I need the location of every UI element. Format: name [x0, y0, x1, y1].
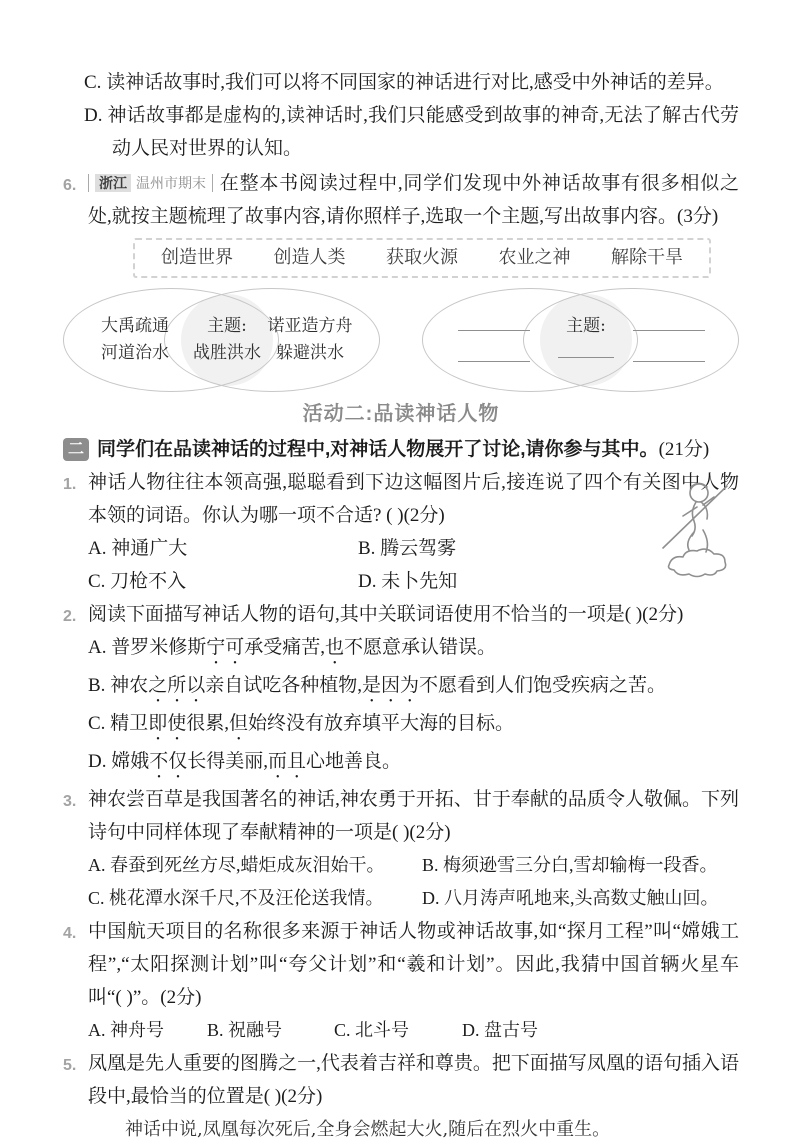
source-tag: 温州市期末: [136, 175, 206, 191]
venn-blank-right-lines: [611, 313, 727, 375]
q4-option-d: D. 盘古号: [462, 1020, 538, 1040]
option-c-label: C.: [84, 72, 102, 93]
question-6-number: 6.: [63, 177, 77, 194]
question-2-number: 2.: [63, 608, 77, 625]
venn-example-left-text: 大禹疏通 河道治水: [101, 316, 169, 363]
theme-word: 农业之神: [498, 247, 571, 268]
activity-2-heading: 活动二:品读神话人物: [302, 403, 500, 425]
question-4-options: [88, 1014, 739, 1047]
q2-option-d: D. 嫦娥不仅长得美丽,而且心地善良。: [88, 751, 402, 772]
question-1-options: [88, 532, 739, 598]
question-2-stem: 阅读下面描写神话人物的语句,其中关联词语使用不恰当的一项是( )(2分): [88, 604, 684, 625]
q3-option-a: A. 春蚕到死丝方尽,蜡炬成灰泪始干。: [88, 855, 385, 875]
section-2-score: (21分): [658, 439, 710, 460]
venn-example-theme: 主题: 战胜洪水: [193, 316, 261, 363]
option-d-text: 神话故事都是虚构的,读神话时,我们只能感受到故事的神奇,无法了解古代劳动人民对世界的认知。: [107, 105, 739, 159]
option-d-label: D.: [84, 105, 103, 126]
question-5: [63, 1047, 739, 1146]
option-c-row: [63, 66, 739, 99]
venn-example-right-text: 诺亚造方舟 躲避洪水: [267, 316, 353, 363]
option-d-row: [63, 99, 739, 165]
question-2: [63, 598, 739, 783]
monkey-king-illustration: [651, 472, 743, 578]
question-1-stem: 神话人物往往本领高强,聪聪看到下边这幅图片后,接连说了四个有关图中人物本领的词语。你认为哪一项不合适? ( )(2分): [88, 472, 739, 526]
q3-option-c: C. 桃花潭水深千尺,不及汪伦送我情。: [88, 888, 384, 908]
q3-option-d: D. 八月涛声吼地来,头高数丈触山回。: [422, 888, 719, 908]
theme-word: 创造世界: [161, 247, 233, 268]
venn-blank-left-lines: [438, 313, 550, 375]
venn-answer-blank: [422, 288, 739, 392]
question-6-stem: 在整本书阅读过程中,同学们发现中外神话故事有很多相似之处,就按主题梳理了故事内容,请你照样子,选取一个主题,写出故事内容。: [88, 173, 739, 227]
answer-blank-line: [633, 317, 705, 331]
q2-option-a: A. 普罗米修斯宁可承受痛苦,也不愿意承认错误。: [88, 637, 497, 658]
q1-option-c: C. 刀枪不入: [88, 571, 187, 592]
question-6: [63, 167, 739, 233]
theme-word: 解除干旱: [611, 247, 683, 268]
theme-word: 获取火源: [386, 247, 458, 268]
q3-option-b: B. 梅须逊雪三分白,雪却输梅一段香。: [422, 855, 718, 875]
question-4: [63, 915, 739, 1047]
exam-source-badge: [88, 174, 213, 192]
venn-example: [63, 288, 380, 392]
q4-option-c: C. 北斗号: [334, 1020, 410, 1040]
q1-option-a: A. 神通广大: [88, 538, 188, 559]
question-5-stem: 凤凰是先人重要的图腾之一,代表着吉祥和尊贵。把下面描写凤凰的语句插入语段中,最恰当的位置是( )(2分): [88, 1053, 739, 1107]
question-5-number: 5.: [63, 1057, 77, 1074]
option-c-text: 读神话故事时,我们可以将不同国家的神话进行对比,感受中外神话的差异。: [106, 72, 724, 93]
q1-option-d: D. 未卜先知: [358, 571, 458, 592]
theme-words-box: [133, 238, 711, 278]
q4-option-a: A. 神舟号: [88, 1020, 164, 1040]
q2-option-c: C. 精卫即使很累,但始终没有放弃填平大海的目标。: [88, 713, 514, 734]
question-3-stem: 神农尝百草是我国著名的神话,神农勇于开拓、甘于奉献的品质令人敬佩。下列诗句中同样体现了奉献精神的一项是( )(2分): [88, 789, 739, 843]
question-4-number: 4.: [63, 925, 77, 942]
question-4-stem: 中国航天项目的名称很多来源于神话人物或神话故事,如“探月工程”叫“嫦娥工程”,“太阳探测计划”叫“夸父计划”和“羲和计划”。因此,我猜中国首辆火星车叫“( )”。(2分): [88, 921, 739, 1008]
region-tag: 浙江: [95, 174, 131, 192]
prev-question-options: [63, 66, 739, 165]
answer-blank-line: [558, 344, 614, 358]
q2-option-b: B. 神农之所以亲自试吃各种植物,是因为不愿看到人们饱受疾病之苦。: [88, 675, 666, 696]
section-2-title: 同学们在品读神话的过程中,对神话人物展开了讨论,请你参与其中。: [97, 439, 659, 460]
q1-option-b: B. 腾云驾雾: [358, 538, 457, 559]
q4-option-b: B. 祝融号: [207, 1020, 283, 1040]
question-5-insert-sentence: 神话中说,凤凰每次死后,全身会燃起大火,随后在烈火中重生。: [125, 1119, 611, 1140]
answer-blank-line: [458, 317, 530, 331]
question-1-number: 1.: [63, 476, 77, 493]
section-2-number-badge: 二: [63, 438, 89, 461]
answer-blank-line: [633, 348, 705, 362]
venn-diagrams: [63, 288, 739, 392]
question-1: [63, 466, 739, 598]
question-3: [63, 783, 739, 915]
question-6-score: (3分): [677, 206, 719, 227]
section-2-header: [63, 433, 739, 466]
venn-blank-theme: 主题:: [540, 313, 632, 371]
theme-word: 创造人类: [273, 247, 346, 268]
question-3-number: 3.: [63, 793, 77, 810]
answer-blank-line: [458, 348, 530, 362]
question-3-options: [88, 849, 739, 915]
